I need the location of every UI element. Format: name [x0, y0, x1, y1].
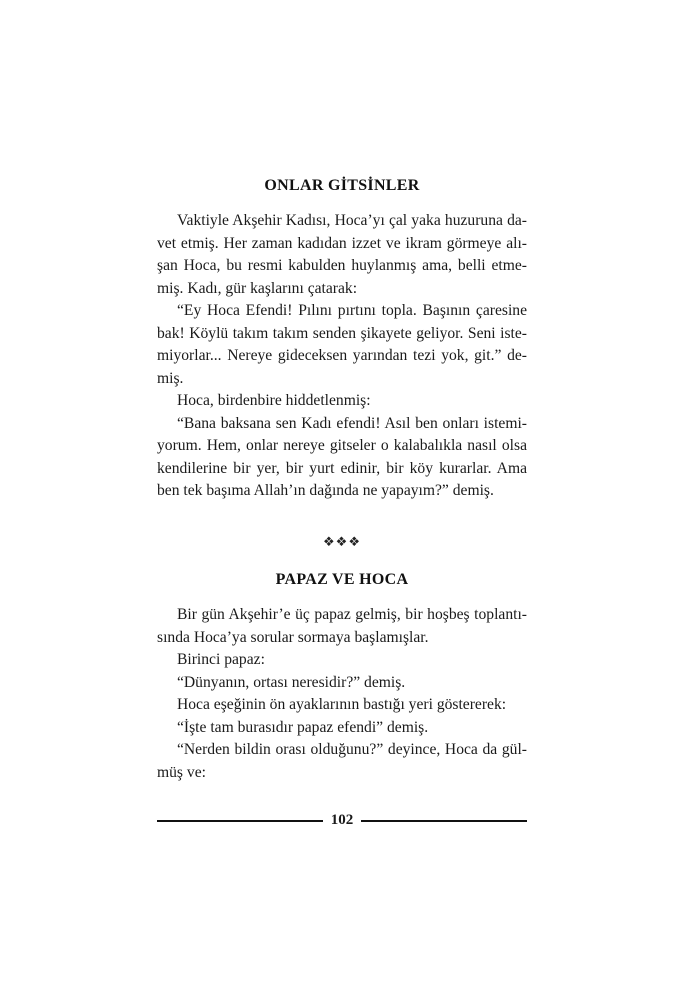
ornament-divider: ❖❖❖	[323, 534, 361, 549]
text-line: ben tek başıma Allah’ın dağında ne yapayım?” demiş.	[157, 482, 494, 499]
text-line: miyorlar... Nereye gideceksen yarından tezi yok, git.” de-	[157, 347, 527, 364]
text-line: şan Hoca, bu resmi kabulden huylanmış ama, belli etme-	[157, 257, 527, 274]
text-line: kendilerine bir yer, bir yurt edinir, bir köy kurarlar. Ama	[157, 459, 527, 477]
text-line: yorum. Hem, onlar nereye gitseler o kalabalıkla nasıl olsa	[157, 437, 527, 454]
text-line: müş ve:	[157, 763, 206, 781]
text-line: Hoca eşeğinin ön ayaklarının bastığı yeri göstererek:	[177, 696, 507, 713]
text-line: Vaktiyle Akşehir Kadısı, Hoca’yı çal yaka huzuruna da-	[177, 212, 527, 229]
text-line: miş.	[157, 369, 184, 387]
footer-rule-left	[157, 820, 323, 822]
text-line: “Ey Hoca Efendi! Pılını pırtını topla. Başının çaresine	[177, 302, 527, 319]
section-title: PAPAZ VE HOCA	[275, 571, 409, 588]
text-line: “Bana baksana sen Kadı efendi! Asıl ben onları istemi-	[177, 414, 527, 432]
text-line: Bir gün Akşehir’e üç papaz gelmiş, bir hoşbeş toplantı-	[177, 606, 527, 623]
text-line: sında Hoca’ya sorular sormaya başlamışlar.	[157, 628, 429, 646]
footer-rule-right	[361, 820, 527, 822]
section-body	[157, 210, 527, 503]
text-line: miş. Kadı, gür kaşlarını çatarak:	[157, 279, 358, 297]
section-title: ONLAR GİTSİNLER	[264, 177, 420, 194]
page-number: 102	[330, 812, 354, 828]
section-body	[157, 604, 527, 784]
text-line: Birinci papaz:	[177, 651, 265, 668]
text-line: Hoca, birdenbire hiddetlenmiş:	[177, 392, 371, 409]
page-footer	[157, 812, 527, 829]
text-line: “Dünyanın, ortası neresidir?” demiş.	[177, 673, 406, 691]
text-line: bak! Köylü takım takım senden şikayete geliyor. Seni iste-	[157, 324, 527, 342]
text-line: vet etmiş. Her zaman kadıdan izzet ve ikram görmeye alı-	[157, 234, 527, 252]
text-line: “İşte tam burasıdır papaz efendi” demiş.	[177, 718, 429, 736]
text-line: “Nerden bildin orası olduğunu?” deyince, Hoca da gül-	[177, 741, 527, 758]
